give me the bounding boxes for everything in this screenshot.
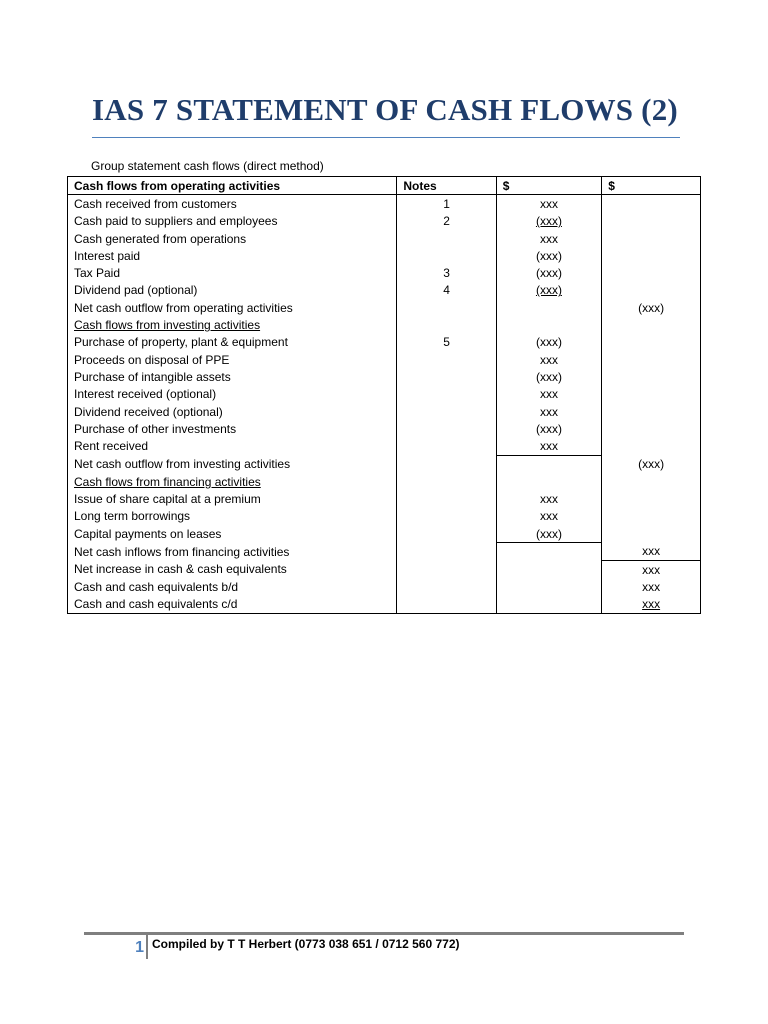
row-amount: (xxx) xyxy=(496,247,601,264)
row-total xyxy=(602,351,701,368)
underlined-total: xxx xyxy=(642,597,661,612)
table-row xyxy=(68,508,701,525)
row-note: 5 xyxy=(397,334,496,351)
row-note xyxy=(397,455,496,473)
header-notes: Notes xyxy=(397,177,496,195)
row-total xyxy=(602,213,701,230)
row-total xyxy=(602,420,701,437)
row-note xyxy=(397,490,496,507)
row-label: Proceeds on disposal of PPE xyxy=(68,351,397,368)
row-label: Net cash inflows from financing activities xyxy=(68,543,397,561)
row-note xyxy=(397,368,496,385)
row-total xyxy=(602,403,701,420)
row-note: 1 xyxy=(397,195,496,213)
row-label: Capital payments on leases xyxy=(68,525,397,543)
row-total xyxy=(602,437,701,455)
row-total: (xxx) xyxy=(602,299,701,316)
row-amount xyxy=(496,299,601,316)
row-label: Net cash outflow from investing activities xyxy=(68,455,397,473)
footer-credit: Compiled by T T Herbert (0773 038 651 / 0712 560 772) xyxy=(152,937,460,951)
row-note xyxy=(397,437,496,455)
row-note xyxy=(397,561,496,579)
row-amount xyxy=(496,282,601,299)
table-row xyxy=(68,334,701,351)
row-amount: (xxx) xyxy=(496,334,601,351)
section-heading-label: Cash flows from investing activities xyxy=(74,318,261,333)
section-heading xyxy=(68,316,397,333)
row-note xyxy=(397,230,496,247)
row-label: Cash paid to suppliers and employees xyxy=(68,213,397,230)
row-total xyxy=(602,230,701,247)
table-row xyxy=(68,525,701,543)
row-total: xxx xyxy=(602,578,701,595)
row-amount xyxy=(496,596,601,614)
row-amount: xxx xyxy=(496,437,601,455)
row-amount xyxy=(496,543,601,561)
row-note xyxy=(397,316,496,333)
row-total: xxx xyxy=(602,543,701,561)
row-note xyxy=(397,351,496,368)
table-row xyxy=(68,351,701,368)
row-note xyxy=(397,420,496,437)
table-header-row xyxy=(68,177,701,195)
row-total xyxy=(602,282,701,299)
title-underline xyxy=(92,137,680,138)
row-label: Long term borrowings xyxy=(68,508,397,525)
row-note xyxy=(397,299,496,316)
row-note: 4 xyxy=(397,282,496,299)
row-note xyxy=(397,247,496,264)
row-total xyxy=(602,596,701,614)
table-row xyxy=(68,578,701,595)
row-amount xyxy=(496,316,601,333)
row-label: Cash generated from operations xyxy=(68,230,397,247)
header-total: $ xyxy=(602,177,701,195)
table-row xyxy=(68,490,701,507)
row-total xyxy=(602,195,701,213)
row-amount: xxx xyxy=(496,490,601,507)
row-amount: (xxx) xyxy=(496,368,601,385)
row-label: Interest received (optional) xyxy=(68,386,397,403)
row-label: Dividend received (optional) xyxy=(68,403,397,420)
row-note xyxy=(397,543,496,561)
row-label: Rent received xyxy=(68,437,397,455)
table-row xyxy=(68,247,701,264)
footer-rule xyxy=(84,932,684,935)
table-row xyxy=(68,543,701,561)
table-row xyxy=(68,299,701,316)
table-row xyxy=(68,403,701,420)
row-label: Cash and cash equivalents c/d xyxy=(68,596,397,614)
row-label: Purchase of intangible assets xyxy=(68,368,397,385)
table-row xyxy=(68,420,701,437)
section-heading xyxy=(68,473,397,490)
page-number: 1 xyxy=(135,939,144,956)
table-row xyxy=(68,368,701,385)
row-total xyxy=(602,525,701,543)
table-row xyxy=(68,230,701,247)
table-row xyxy=(68,561,701,579)
row-note xyxy=(397,473,496,490)
row-amount: (xxx) xyxy=(496,525,601,543)
table-row xyxy=(68,473,701,490)
table-row xyxy=(68,213,701,230)
row-amount: xxx xyxy=(496,403,601,420)
row-note xyxy=(397,596,496,614)
header-amount: $ xyxy=(496,177,601,195)
row-label: Dividend pad (optional) xyxy=(68,282,397,299)
row-note: 2 xyxy=(397,213,496,230)
row-label: Issue of share capital at a premium xyxy=(68,490,397,507)
section-heading-label: Cash flows from financing activities xyxy=(74,474,261,489)
row-amount: xxx xyxy=(496,230,601,247)
row-label: Purchase of other investments xyxy=(68,420,397,437)
underlined-amount: (xxx) xyxy=(535,214,562,229)
table-row xyxy=(68,264,701,281)
row-amount xyxy=(496,561,601,579)
row-total xyxy=(602,473,701,490)
row-note: 3 xyxy=(397,264,496,281)
row-total xyxy=(602,316,701,333)
row-amount: xxx xyxy=(496,195,601,213)
table-row xyxy=(68,596,701,614)
row-total xyxy=(602,264,701,281)
row-label: Net cash outflow from operating activities xyxy=(68,299,397,316)
row-note xyxy=(397,403,496,420)
row-amount xyxy=(496,455,601,473)
row-total xyxy=(602,386,701,403)
row-total: (xxx) xyxy=(602,455,701,473)
table-row xyxy=(68,195,701,213)
page-title: IAS 7 STATEMENT OF CASH FLOWS (2) xyxy=(92,92,678,127)
row-total xyxy=(602,508,701,525)
row-amount: (xxx) xyxy=(496,420,601,437)
table-row xyxy=(68,455,701,473)
row-amount: xxx xyxy=(496,386,601,403)
row-amount xyxy=(496,213,601,230)
row-total xyxy=(602,368,701,385)
table-row xyxy=(68,386,701,403)
row-note xyxy=(397,525,496,543)
row-note xyxy=(397,578,496,595)
row-label: Tax Paid xyxy=(68,264,397,281)
row-label: Net increase in cash & cash equivalents xyxy=(68,561,397,579)
row-label: Interest paid xyxy=(68,247,397,264)
table-row xyxy=(68,282,701,299)
row-amount xyxy=(496,473,601,490)
underlined-amount: (xxx) xyxy=(535,283,562,298)
row-amount xyxy=(496,578,601,595)
row-amount: xxx xyxy=(496,351,601,368)
cash-flow-table xyxy=(67,176,701,614)
row-label: Cash received from customers xyxy=(68,195,397,213)
row-label: Cash and cash equivalents b/d xyxy=(68,578,397,595)
row-total xyxy=(602,247,701,264)
row-label: Purchase of property, plant & equipment xyxy=(68,334,397,351)
table-row xyxy=(68,316,701,333)
table-row xyxy=(68,437,701,455)
header-description: Cash flows from operating activities xyxy=(68,177,397,195)
row-amount: (xxx) xyxy=(496,264,601,281)
table-caption: Group statement cash flows (direct method) xyxy=(91,159,324,173)
row-note xyxy=(397,386,496,403)
row-note xyxy=(397,508,496,525)
row-total xyxy=(602,490,701,507)
row-total xyxy=(602,334,701,351)
row-total: xxx xyxy=(602,561,701,579)
row-amount: xxx xyxy=(496,508,601,525)
footer-divider xyxy=(146,935,148,959)
